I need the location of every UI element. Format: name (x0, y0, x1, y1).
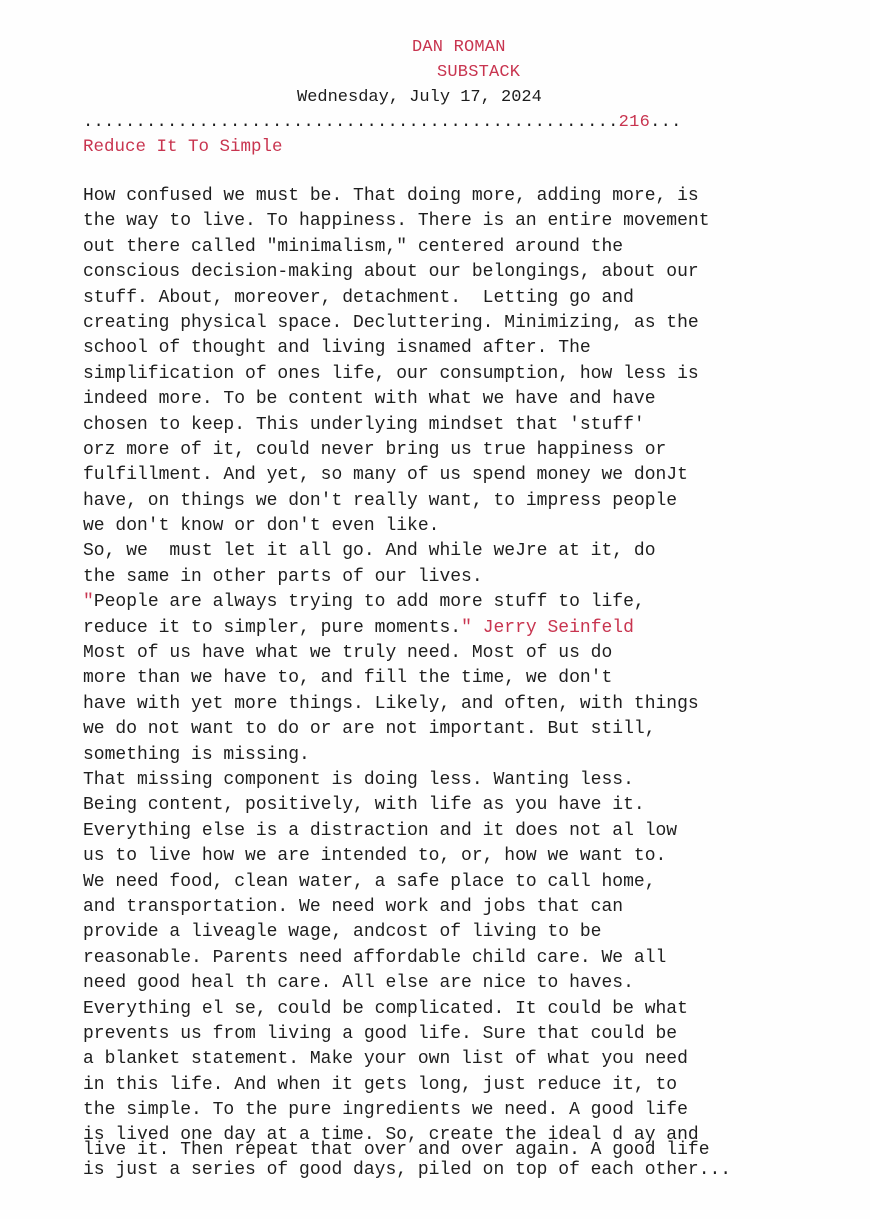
body-line: chosen to keep. This underlying mindset that 'stuff' (83, 414, 645, 435)
body-line: That missing component is doing less. Wanting less. (83, 769, 634, 790)
body-line: the simple. To the pure ingredients we need. A good life (83, 1100, 688, 1121)
body-line: more than we have to, and fill the time, we don't (83, 668, 613, 689)
essay-body (83, 184, 843, 1149)
body-line: need good heal th care. All else are nice to haves. (83, 973, 634, 994)
quote-mark-close: " (461, 617, 472, 638)
body-line: So, we must let it all go. And while weJre at it, do (83, 541, 656, 562)
separator-trailing-dots: ... (650, 113, 682, 132)
post-date: Wednesday, July 17, 2024 (297, 88, 542, 107)
body-line: fulfillment. And yet, so many of us spend money we donJt (83, 465, 688, 486)
author-name: DAN ROMAN (412, 38, 506, 57)
body-line: How confused we must be. That doing more, adding more, is (83, 186, 699, 206)
quote-line (83, 616, 843, 641)
body-line: a blanket statement. Make your own list of what you need (83, 1049, 688, 1070)
body-line: provide a liveagle wage, andcost of living to be (83, 922, 602, 943)
body-line: something is missing. (83, 744, 310, 765)
body-line: the way to live. To happiness. There is an entire movement (83, 211, 710, 232)
separator-dots: ................................................... (83, 113, 619, 132)
body-line: we don't know or don't even like. (83, 516, 440, 537)
body-line: indeed more. To be content with what we have and have (83, 389, 656, 410)
body-line: have with yet more things. Likely, and often, with things (83, 693, 699, 714)
body-line: reasonable. Parents need affordable child care. We all (83, 947, 667, 968)
body-line: Most of us have what we truly need. Most of us do (83, 643, 613, 664)
body-line: Everything else is a distraction and it does not al low (83, 820, 678, 841)
body-line: creating physical space. Decluttering. Minimizing, as the (83, 312, 699, 333)
final-line: is just a series of good days, piled on top of each other... (83, 1160, 732, 1180)
quote-text-1: People are always trying to add more stuff to life, (93, 592, 645, 613)
body-line: and transportation. We need work and jobs that can (83, 896, 624, 917)
quote-line (83, 590, 843, 615)
body-line: stuff. About, moreover, detachment. Letting go and (83, 287, 634, 308)
body-line: us to live how we are intended to, or, how we want to. (83, 846, 667, 867)
body-line: school of thought and living isnamed after. The (83, 338, 591, 359)
page-separator (83, 113, 682, 132)
quote-text-2: reduce it to simpler, pure moments. (83, 617, 462, 638)
essay-title: Reduce It To Simple (83, 137, 283, 157)
body-line: Everything el se, could be complicated. It could be what (83, 998, 688, 1019)
body-line: the same in other parts of our lives. (83, 566, 483, 587)
body-line: in this life. And when it gets long, just reduce it, to (83, 1074, 678, 1095)
body-line: out there called "minimalism," centered around the (83, 236, 624, 257)
quote-attribution: Jerry Seinfeld (482, 617, 634, 638)
body-line: conscious decision-making about our belongings, about our (83, 262, 699, 283)
final-line: live it. Then repeat that over and over again. A good life (83, 1140, 710, 1160)
body-line: We need food, clean water, a safe place to call home, (83, 871, 656, 892)
body-line: have, on things we don't really want, to impress people (83, 490, 678, 511)
quote-mark-open: " (83, 592, 94, 613)
page-number: 216 (618, 113, 651, 132)
body-line: prevents us from living a good life. Sure that could be (83, 1023, 678, 1044)
body-line: orz more of it, could never bring us true happiness or (83, 439, 667, 460)
body-line: simplification of ones life, our consumption, how less is (83, 363, 699, 384)
publication-name: SUBSTACK (437, 63, 521, 82)
body-line: is lived one day at a time. So, create the ideal d ay and (83, 1125, 699, 1146)
body-line: Being content, positively, with life as you have it. (83, 795, 645, 816)
body-line: we do not want to do or are not important. But still, (83, 719, 656, 740)
